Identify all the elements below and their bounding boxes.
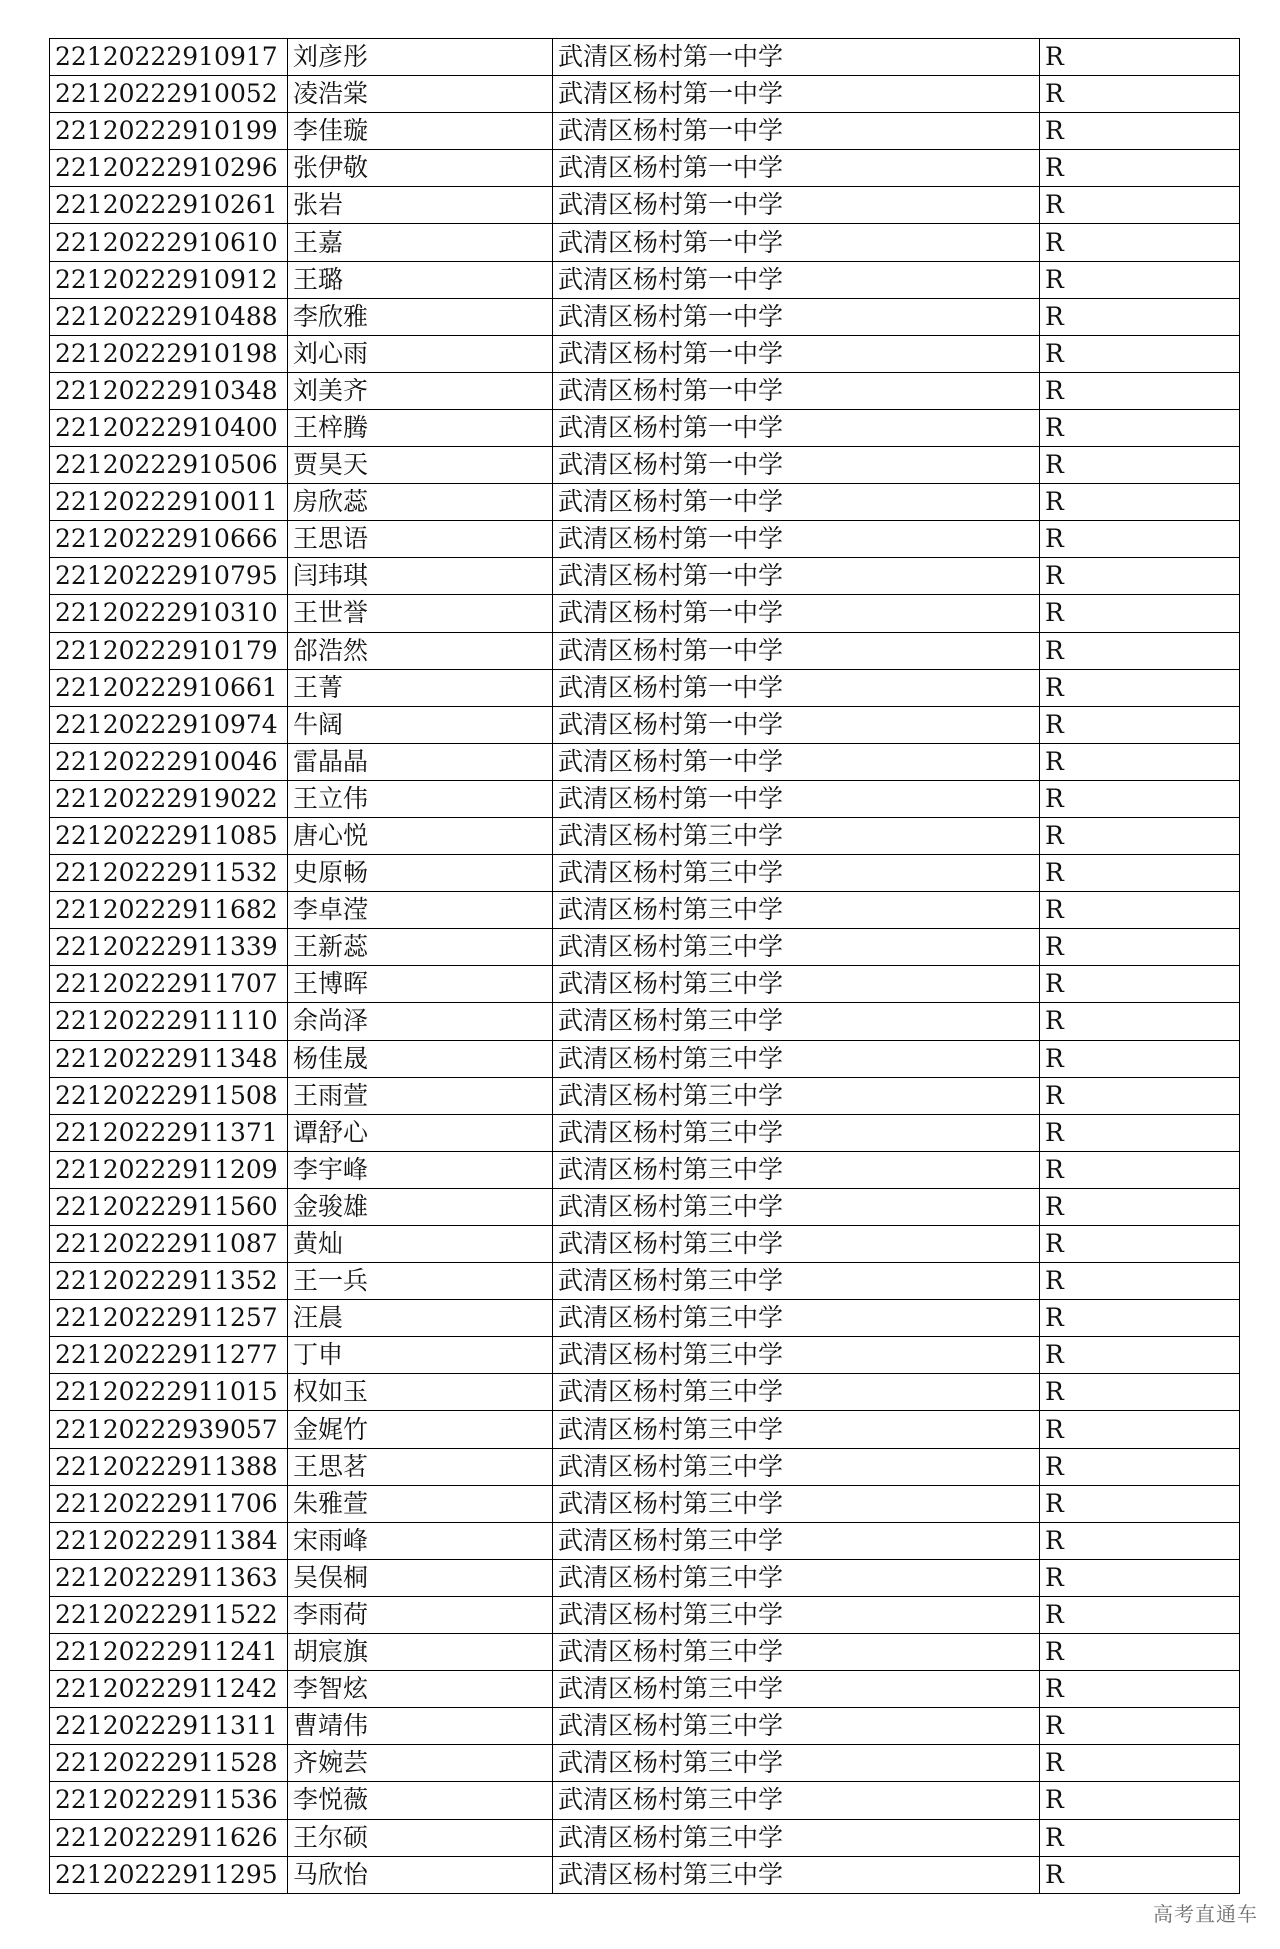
mark-cell: R xyxy=(1040,1226,1240,1263)
table-row xyxy=(50,780,1240,817)
table-row xyxy=(50,669,1240,706)
mark-cell: R xyxy=(1040,1819,1240,1856)
table-row xyxy=(50,1151,1240,1188)
mark-cell: R xyxy=(1040,706,1240,743)
student-name-cell: 余尚泽 xyxy=(288,1003,553,1040)
school-cell: 武清区杨村第三中学 xyxy=(553,1374,1040,1411)
table-row xyxy=(50,1411,1240,1448)
table-row xyxy=(50,632,1240,669)
student-name-cell: 金骏雄 xyxy=(288,1188,553,1225)
candidate-id-cell: 22120222910199 xyxy=(50,113,288,150)
student-name-cell: 刘心雨 xyxy=(288,335,553,372)
mark-cell: R xyxy=(1040,150,1240,187)
table-row xyxy=(50,595,1240,632)
student-name-cell: 刘美齐 xyxy=(288,372,553,409)
candidate-id-cell: 22120222910917 xyxy=(50,39,288,76)
mark-cell: R xyxy=(1040,1300,1240,1337)
table-row xyxy=(50,1634,1240,1671)
table-row xyxy=(50,1522,1240,1559)
school-cell: 武清区杨村第三中学 xyxy=(553,1411,1040,1448)
mark-cell: R xyxy=(1040,1708,1240,1745)
table-row xyxy=(50,743,1240,780)
school-cell: 武清区杨村第三中学 xyxy=(553,1634,1040,1671)
table-row xyxy=(50,1782,1240,1819)
school-cell: 武清区杨村第三中学 xyxy=(553,1745,1040,1782)
candidate-id-cell: 22120222910661 xyxy=(50,669,288,706)
table-row xyxy=(50,1819,1240,1856)
student-name-cell: 牛阔 xyxy=(288,706,553,743)
mark-cell: R xyxy=(1040,261,1240,298)
mark-cell: R xyxy=(1040,1522,1240,1559)
mark-cell: R xyxy=(1040,669,1240,706)
student-name-cell: 李卓滢 xyxy=(288,892,553,929)
school-cell: 武清区杨村第一中学 xyxy=(553,706,1040,743)
student-name-cell: 王思茗 xyxy=(288,1448,553,1485)
mark-cell: R xyxy=(1040,335,1240,372)
student-name-cell: 金娓竹 xyxy=(288,1411,553,1448)
student-name-cell: 朱雅萱 xyxy=(288,1485,553,1522)
mark-cell: R xyxy=(1040,447,1240,484)
table-row xyxy=(50,1708,1240,1745)
school-cell: 武清区杨村第三中学 xyxy=(553,817,1040,854)
mark-cell: R xyxy=(1040,409,1240,446)
student-name-cell: 刘彦彤 xyxy=(288,39,553,76)
mark-cell: R xyxy=(1040,892,1240,929)
table-row xyxy=(50,706,1240,743)
student-name-cell: 汪晨 xyxy=(288,1300,553,1337)
school-cell: 武清区杨村第一中学 xyxy=(553,669,1040,706)
mark-cell: R xyxy=(1040,1782,1240,1819)
candidate-id-cell: 22120222911363 xyxy=(50,1559,288,1596)
student-name-cell: 郃浩然 xyxy=(288,632,553,669)
candidate-id-cell: 22120222910198 xyxy=(50,335,288,372)
candidate-id-cell: 22120222911508 xyxy=(50,1077,288,1114)
candidate-id-cell: 22120222911241 xyxy=(50,1634,288,1671)
student-name-cell: 王尔硕 xyxy=(288,1819,553,1856)
mark-cell: R xyxy=(1040,39,1240,76)
school-cell: 武清区杨村第三中学 xyxy=(553,1819,1040,1856)
mark-cell: R xyxy=(1040,817,1240,854)
student-name-cell: 王雨萱 xyxy=(288,1077,553,1114)
school-cell: 武清区杨村第一中学 xyxy=(553,632,1040,669)
mark-cell: R xyxy=(1040,1448,1240,1485)
mark-cell: R xyxy=(1040,1374,1240,1411)
mark-cell: R xyxy=(1040,558,1240,595)
student-name-cell: 李宇峰 xyxy=(288,1151,553,1188)
candidate-id-cell: 22120222910011 xyxy=(50,484,288,521)
student-name-cell: 齐婉芸 xyxy=(288,1745,553,1782)
school-cell: 武清区杨村第三中学 xyxy=(553,1448,1040,1485)
table-row xyxy=(50,113,1240,150)
table-row xyxy=(50,1114,1240,1151)
table-row xyxy=(50,1856,1240,1893)
student-name-cell: 房欣蕊 xyxy=(288,484,553,521)
candidate-id-cell: 22120222911242 xyxy=(50,1671,288,1708)
table-row xyxy=(50,1745,1240,1782)
mark-cell: R xyxy=(1040,1077,1240,1114)
mark-cell: R xyxy=(1040,780,1240,817)
student-name-cell: 曹靖伟 xyxy=(288,1708,553,1745)
school-cell: 武清区杨村第三中学 xyxy=(553,1300,1040,1337)
candidate-id-cell: 22120222910795 xyxy=(50,558,288,595)
candidate-id-cell: 22120222910310 xyxy=(50,595,288,632)
table-row xyxy=(50,892,1240,929)
candidate-id-cell: 22120222911532 xyxy=(50,855,288,892)
mark-cell: R xyxy=(1040,484,1240,521)
school-cell: 武清区杨村第三中学 xyxy=(553,1782,1040,1819)
table-row xyxy=(50,409,1240,446)
school-cell: 武清区杨村第三中学 xyxy=(553,1114,1040,1151)
student-name-cell: 王嘉 xyxy=(288,224,553,261)
table-row xyxy=(50,929,1240,966)
school-cell: 武清区杨村第一中学 xyxy=(553,409,1040,446)
student-name-cell: 吴俣桐 xyxy=(288,1559,553,1596)
table-row xyxy=(50,817,1240,854)
table-row xyxy=(50,1300,1240,1337)
candidate-id-cell: 22120222911295 xyxy=(50,1856,288,1893)
mark-cell: R xyxy=(1040,1671,1240,1708)
mark-cell: R xyxy=(1040,76,1240,113)
table-row xyxy=(50,1671,1240,1708)
table-row xyxy=(50,966,1240,1003)
table-row xyxy=(50,187,1240,224)
table-row xyxy=(50,855,1240,892)
mark-cell: R xyxy=(1040,1003,1240,1040)
candidate-id-cell: 22120222911209 xyxy=(50,1151,288,1188)
student-name-cell: 王思语 xyxy=(288,521,553,558)
student-name-cell: 雷晶晶 xyxy=(288,743,553,780)
mark-cell: R xyxy=(1040,855,1240,892)
student-name-cell: 李欣雅 xyxy=(288,298,553,335)
candidate-id-cell: 22120222911560 xyxy=(50,1188,288,1225)
student-name-cell: 胡宸旗 xyxy=(288,1634,553,1671)
candidate-id-cell: 22120222911388 xyxy=(50,1448,288,1485)
student-name-cell: 谭舒心 xyxy=(288,1114,553,1151)
student-name-cell: 李智炫 xyxy=(288,1671,553,1708)
candidate-id-cell: 22120222910610 xyxy=(50,224,288,261)
table-row xyxy=(50,1374,1240,1411)
candidate-id-cell: 22120222911706 xyxy=(50,1485,288,1522)
table-row xyxy=(50,558,1240,595)
school-cell: 武清区杨村第一中学 xyxy=(553,113,1040,150)
school-cell: 武清区杨村第三中学 xyxy=(553,929,1040,966)
candidate-id-cell: 22120222910488 xyxy=(50,298,288,335)
table-row xyxy=(50,335,1240,372)
student-name-cell: 王一兵 xyxy=(288,1263,553,1300)
school-cell: 武清区杨村第三中学 xyxy=(553,1188,1040,1225)
candidate-id-cell: 22120222911352 xyxy=(50,1263,288,1300)
school-cell: 武清区杨村第三中学 xyxy=(553,892,1040,929)
student-name-cell: 黄灿 xyxy=(288,1226,553,1263)
school-cell: 武清区杨村第三中学 xyxy=(553,1522,1040,1559)
student-name-cell: 宋雨峰 xyxy=(288,1522,553,1559)
candidate-id-cell: 22120222910261 xyxy=(50,187,288,224)
school-cell: 武清区杨村第三中学 xyxy=(553,1151,1040,1188)
mark-cell: R xyxy=(1040,1263,1240,1300)
mark-cell: R xyxy=(1040,1634,1240,1671)
school-cell: 武清区杨村第一中学 xyxy=(553,595,1040,632)
table-row xyxy=(50,1559,1240,1596)
student-name-cell: 丁申 xyxy=(288,1337,553,1374)
mark-cell: R xyxy=(1040,521,1240,558)
student-name-cell: 王立伟 xyxy=(288,780,553,817)
school-cell: 武清区杨村第一中学 xyxy=(553,521,1040,558)
school-cell: 武清区杨村第一中学 xyxy=(553,558,1040,595)
mark-cell: R xyxy=(1040,1411,1240,1448)
school-cell: 武清区杨村第一中学 xyxy=(553,780,1040,817)
student-name-cell: 史原畅 xyxy=(288,855,553,892)
table-row xyxy=(50,298,1240,335)
student-name-cell: 凌浩棠 xyxy=(288,76,553,113)
school-cell: 武清区杨村第一中学 xyxy=(553,484,1040,521)
school-cell: 武清区杨村第一中学 xyxy=(553,335,1040,372)
candidate-id-cell: 22120222911110 xyxy=(50,1003,288,1040)
candidate-id-cell: 22120222910974 xyxy=(50,706,288,743)
candidate-id-cell: 22120222911528 xyxy=(50,1745,288,1782)
student-name-cell: 王璐 xyxy=(288,261,553,298)
student-name-cell: 杨佳晟 xyxy=(288,1040,553,1077)
mark-cell: R xyxy=(1040,1337,1240,1374)
student-name-cell: 王新蕊 xyxy=(288,929,553,966)
school-cell: 武清区杨村第三中学 xyxy=(553,1559,1040,1596)
mark-cell: R xyxy=(1040,1559,1240,1596)
candidate-id-cell: 22120222910912 xyxy=(50,261,288,298)
student-name-cell: 权如玉 xyxy=(288,1374,553,1411)
mark-cell: R xyxy=(1040,966,1240,1003)
candidate-id-cell: 22120222911311 xyxy=(50,1708,288,1745)
school-cell: 武清区杨村第三中学 xyxy=(553,1226,1040,1263)
student-name-cell: 张伊敬 xyxy=(288,150,553,187)
table-row xyxy=(50,261,1240,298)
school-cell: 武清区杨村第三中学 xyxy=(553,1671,1040,1708)
table-row xyxy=(50,1226,1240,1263)
table-row xyxy=(50,1596,1240,1633)
mark-cell: R xyxy=(1040,1040,1240,1077)
candidate-id-cell: 22120222911522 xyxy=(50,1596,288,1633)
school-cell: 武清区杨村第三中学 xyxy=(553,1337,1040,1374)
student-name-cell: 李悦薇 xyxy=(288,1782,553,1819)
mark-cell: R xyxy=(1040,1856,1240,1893)
candidate-id-cell: 22120222910296 xyxy=(50,150,288,187)
candidate-id-cell: 22120222910400 xyxy=(50,409,288,446)
school-cell: 武清区杨村第三中学 xyxy=(553,1485,1040,1522)
student-name-cell: 贾昊天 xyxy=(288,447,553,484)
school-cell: 武清区杨村第一中学 xyxy=(553,447,1040,484)
school-cell: 武清区杨村第一中学 xyxy=(553,76,1040,113)
mark-cell: R xyxy=(1040,1114,1240,1151)
mark-cell: R xyxy=(1040,224,1240,261)
mark-cell: R xyxy=(1040,1596,1240,1633)
table-row xyxy=(50,1188,1240,1225)
mark-cell: R xyxy=(1040,298,1240,335)
school-cell: 武清区杨村第三中学 xyxy=(553,1708,1040,1745)
table-row xyxy=(50,1263,1240,1300)
table-row xyxy=(50,39,1240,76)
watermark-text: 高考直通车 xyxy=(1153,1902,1258,1926)
candidate-id-cell: 22120222910666 xyxy=(50,521,288,558)
table-row xyxy=(50,76,1240,113)
student-roster-table xyxy=(49,38,1240,1894)
candidate-id-cell: 22120222911087 xyxy=(50,1226,288,1263)
student-name-cell: 王世誉 xyxy=(288,595,553,632)
school-cell: 武清区杨村第三中学 xyxy=(553,1003,1040,1040)
mark-cell: R xyxy=(1040,632,1240,669)
mark-cell: R xyxy=(1040,1485,1240,1522)
table-row xyxy=(50,1448,1240,1485)
table-row xyxy=(50,1337,1240,1374)
school-cell: 武清区杨村第一中学 xyxy=(553,150,1040,187)
candidate-id-cell: 22120222911348 xyxy=(50,1040,288,1077)
table-row xyxy=(50,1003,1240,1040)
school-cell: 武清区杨村第三中学 xyxy=(553,1263,1040,1300)
student-name-cell: 李雨荷 xyxy=(288,1596,553,1633)
candidate-id-cell: 22120222910046 xyxy=(50,743,288,780)
candidate-id-cell: 22120222911015 xyxy=(50,1374,288,1411)
candidate-id-cell: 22120222919022 xyxy=(50,780,288,817)
candidate-id-cell: 22120222911682 xyxy=(50,892,288,929)
candidate-id-cell: 22120222910348 xyxy=(50,372,288,409)
candidate-id-cell: 22120222911626 xyxy=(50,1819,288,1856)
student-name-cell: 闫玮琪 xyxy=(288,558,553,595)
table-row xyxy=(50,484,1240,521)
candidate-id-cell: 22120222939057 xyxy=(50,1411,288,1448)
table-row xyxy=(50,1485,1240,1522)
mark-cell: R xyxy=(1040,1151,1240,1188)
candidate-id-cell: 22120222911339 xyxy=(50,929,288,966)
table-row xyxy=(50,1077,1240,1114)
mark-cell: R xyxy=(1040,595,1240,632)
candidate-id-cell: 22120222910179 xyxy=(50,632,288,669)
table-row xyxy=(50,1040,1240,1077)
student-name-cell: 李佳璇 xyxy=(288,113,553,150)
school-cell: 武清区杨村第三中学 xyxy=(553,966,1040,1003)
student-name-cell: 王博晖 xyxy=(288,966,553,1003)
school-cell: 武清区杨村第一中学 xyxy=(553,372,1040,409)
candidate-id-cell: 22120222911536 xyxy=(50,1782,288,1819)
student-name-cell: 唐心悦 xyxy=(288,817,553,854)
school-cell: 武清区杨村第一中学 xyxy=(553,298,1040,335)
school-cell: 武清区杨村第一中学 xyxy=(553,261,1040,298)
school-cell: 武清区杨村第一中学 xyxy=(553,187,1040,224)
candidate-id-cell: 22120222910506 xyxy=(50,447,288,484)
candidate-id-cell: 22120222911707 xyxy=(50,966,288,1003)
mark-cell: R xyxy=(1040,1745,1240,1782)
school-cell: 武清区杨村第三中学 xyxy=(553,1856,1040,1893)
student-name-cell: 张岩 xyxy=(288,187,553,224)
school-cell: 武清区杨村第三中学 xyxy=(553,1596,1040,1633)
student-name-cell: 王梓腾 xyxy=(288,409,553,446)
candidate-id-cell: 22120222911085 xyxy=(50,817,288,854)
student-name-cell: 马欣怡 xyxy=(288,1856,553,1893)
mark-cell: R xyxy=(1040,372,1240,409)
school-cell: 武清区杨村第一中学 xyxy=(553,39,1040,76)
school-cell: 武清区杨村第一中学 xyxy=(553,743,1040,780)
table-row xyxy=(50,447,1240,484)
school-cell: 武清区杨村第三中学 xyxy=(553,855,1040,892)
candidate-id-cell: 22120222911384 xyxy=(50,1522,288,1559)
mark-cell: R xyxy=(1040,1188,1240,1225)
candidate-id-cell: 22120222910052 xyxy=(50,76,288,113)
school-cell: 武清区杨村第一中学 xyxy=(553,224,1040,261)
candidate-id-cell: 22120222911257 xyxy=(50,1300,288,1337)
mark-cell: R xyxy=(1040,743,1240,780)
table-row xyxy=(50,150,1240,187)
mark-cell: R xyxy=(1040,113,1240,150)
mark-cell: R xyxy=(1040,929,1240,966)
roster-body xyxy=(50,39,1240,1894)
student-name-cell: 王菁 xyxy=(288,669,553,706)
school-cell: 武清区杨村第三中学 xyxy=(553,1077,1040,1114)
table-row xyxy=(50,224,1240,261)
school-cell: 武清区杨村第三中学 xyxy=(553,1040,1040,1077)
candidate-id-cell: 22120222911277 xyxy=(50,1337,288,1374)
candidate-id-cell: 22120222911371 xyxy=(50,1114,288,1151)
mark-cell: R xyxy=(1040,187,1240,224)
table-row xyxy=(50,521,1240,558)
table-row xyxy=(50,372,1240,409)
